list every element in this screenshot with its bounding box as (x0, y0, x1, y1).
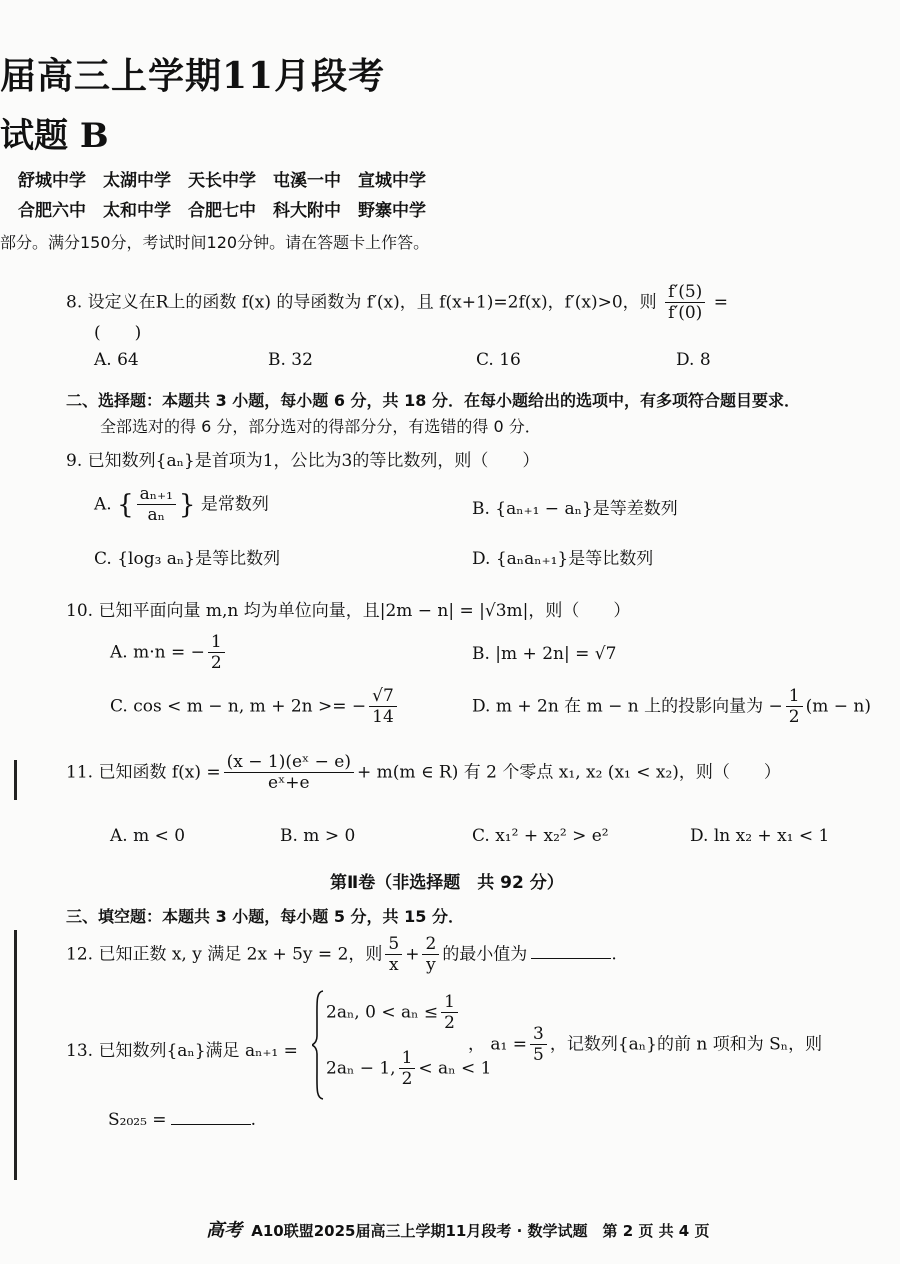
q11-option-a: A. m < 0 (110, 826, 186, 846)
section-2-heading: 二、选择题：本题共 3 小题，每小题 6 分，共 18 分．在每小题给出的选项中，有多项符合题目要求． (66, 391, 800, 410)
q9-option-d: D. {aₙaₙ₊₁}是等比数列 (472, 549, 654, 569)
q9-option-b: B. {aₙ₊₁ − aₙ}是等差数列 (472, 499, 678, 519)
q13-s-label: S₂₀₂₅ = (108, 1110, 167, 1130)
q13-case2-den: 2 (401, 1069, 413, 1090)
q11-option-d: D. ln x₂ + x₁ < 1 (690, 826, 830, 846)
q9-option-c: C. {log₃ aₙ}是等比数列 (94, 549, 281, 569)
q13-case1-fraction (441, 992, 458, 1034)
q11-option-c: C. x₁² + x₂² > e² (472, 826, 609, 846)
footer-text: A10联盟2025届高三上学期11月段考 · 数学试题 第 2 页 共 4 页 (251, 1222, 710, 1240)
page-footer (206, 1216, 709, 1242)
question-8 (66, 282, 728, 324)
q13-stem-tail: ，记数列{aₙ}的前 n 项和为 Sₙ，则 (549, 1034, 823, 1055)
q10-a-fraction (208, 632, 225, 674)
section-3-heading: 三、填空题：本题共 3 小题，每小题 5 分，共 15 分． (66, 907, 464, 926)
q9-a-num: aₙ₊₁ (137, 484, 176, 505)
q10-d-tail: (m − n) (805, 696, 871, 717)
q10-d-fraction (786, 686, 803, 728)
q10-c-pre: C. cos < m − n, m + 2n >= − (110, 696, 367, 717)
q12-plus: + (405, 944, 420, 965)
q13-a1-fraction (530, 1024, 547, 1066)
q8-frac-num: f′(5) (665, 282, 705, 303)
q13-continuation (468, 1024, 822, 1066)
q13-case2-tail: < aₙ < 1 (418, 1058, 492, 1079)
q12-f2-num: 2 (422, 934, 439, 955)
q11-option-b: B. m > 0 (280, 826, 356, 846)
q8-answer-paren: ( ) (94, 323, 142, 343)
q12-f1-num: 5 (385, 934, 402, 955)
q9-a-tail: 是常数列 (200, 494, 269, 515)
q12-stem-pre: 12. 已知正数 x, y 满足 2x + 5y = 2，则 (66, 944, 383, 965)
q8-option-d: D. 8 (676, 350, 711, 370)
q12-end: . (611, 944, 617, 965)
q13-case-1 (326, 992, 461, 1034)
q12-stem-tail: 的最小值为 (442, 944, 528, 965)
exam-title-line1: 届高三上学期11月段考 (0, 55, 386, 97)
q13-case1-pre: 2aₙ, 0 < aₙ ≤ (326, 1002, 439, 1023)
q13-case2-fraction (399, 1048, 416, 1090)
exam-note: 部分。满分150分，考试时间120分钟。请在答题卡上作答。 (0, 233, 430, 252)
section-2-scoring: 全部选对的得 6 分，部分选对的得部分分，有选错的得 0 分． (100, 417, 541, 436)
q8-option-c: C. 16 (476, 350, 521, 370)
q13-case2-pre: 2aₙ − 1, (326, 1058, 396, 1079)
q12-f2-den: y (426, 955, 436, 976)
q13-case1-den: 2 (444, 1013, 455, 1034)
q8-fraction (665, 282, 705, 324)
q8-tail: = (713, 292, 728, 313)
q10-d-den: 2 (788, 707, 800, 728)
question-10: 10. 已知平面向量 m,n 均为单位向量，且|2m − n| = |√3m|，则（ ） (66, 601, 631, 621)
q13-answer-line (108, 1110, 256, 1130)
q9-a-label: A. (94, 494, 112, 515)
question-9: 9. 已知数列{aₙ}是首项为1，公比为3的等比数列，则（ ） (66, 451, 540, 471)
margin-line-1 (14, 760, 17, 800)
q12-answer-blank (531, 958, 611, 959)
q10-d-num: 1 (786, 686, 803, 707)
schools-row-2: 合肥六中 太和中学 合肥七中 科大附中 野寨中学 (18, 201, 426, 221)
q13-piecewise (312, 990, 492, 1102)
q11-frac-num: (x − 1)(eˣ − e) (224, 752, 354, 773)
footer-logo: 高考 (206, 1220, 242, 1241)
q10-d-pre: D. m + 2n 在 m − n 上的投影向量为 − (472, 696, 783, 717)
q12-fraction-1 (385, 934, 402, 976)
q10-a-den: 2 (210, 653, 222, 674)
q13-a1-num: 3 (530, 1024, 547, 1045)
q12-fraction-2 (422, 934, 439, 976)
q12-f1-den: x (389, 955, 399, 976)
q13-case2-num: 1 (399, 1048, 416, 1069)
q10-a-num: 1 (208, 632, 225, 653)
q13-end: . (250, 1110, 256, 1130)
q8-frac-den: f′(0) (668, 303, 703, 324)
q10-option-c (110, 686, 400, 728)
q9-a-fraction (137, 484, 176, 526)
q9-a-den: aₙ (147, 505, 166, 526)
exam-title-line2: 试题 B (0, 116, 109, 156)
q10-a-pre: A. m·n = − (110, 642, 205, 663)
q13-stem-pre: 13. 已知数列{aₙ}满足 aₙ₊₁ = (66, 1041, 298, 1061)
q10-option-d (472, 686, 871, 728)
q11-stem-pre: 11. 已知函数 f(x) = (66, 762, 221, 783)
q11-fraction (224, 752, 354, 794)
q11-frac-den: eˣ+e (268, 773, 310, 794)
q10-option-a (110, 632, 228, 674)
q11-stem-tail: + m(m ∈ R) 有 2 个零点 x₁, x₂ (x₁ < x₂)，则（ ） (357, 762, 781, 783)
q10-c-fraction (369, 686, 397, 728)
q8-option-a: A. 64 (94, 350, 139, 370)
question-11 (66, 752, 781, 794)
schools-row-1: 舒城中学 太湖中学 天长中学 屯溪一中 宣城中学 (18, 171, 426, 191)
q8-stem: 8. 设定义在R上的函数 f(x) 的导函数为 f′(x)，且 f(x+1)=2f(x)，f′(x)>0，则 (66, 292, 657, 313)
question-12 (66, 934, 617, 976)
q13-brace (312, 990, 324, 1100)
q10-c-den: 14 (372, 707, 394, 728)
q8-option-b: B. 32 (268, 350, 313, 370)
q9-option-a: A. { $\frac{\text{aₙ₊₁}}{\text{aₙ}}$ } 是常数列 (94, 484, 269, 526)
q13-answer-blank (171, 1124, 251, 1125)
q13-a1-den: 5 (533, 1045, 544, 1066)
q13-case1-num: 1 (441, 992, 458, 1013)
q10-c-num: √7 (369, 686, 397, 707)
q10-option-b: B. |m + 2n| = √7 (472, 644, 617, 664)
q13-case-2 (326, 1048, 491, 1090)
part-2-title: 第Ⅱ卷（非选择题 共 92 分） (330, 873, 564, 893)
q13-mid-pre: ， a₁ = (468, 1034, 528, 1055)
margin-line-2 (14, 930, 17, 1180)
